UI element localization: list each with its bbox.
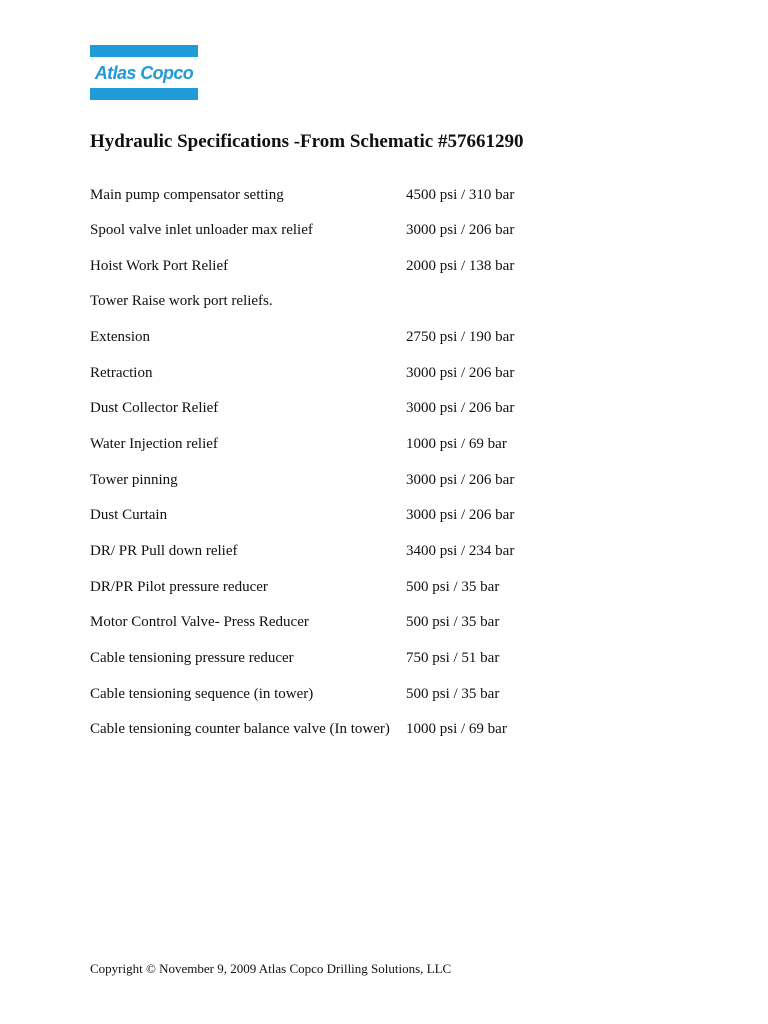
spec-value: 3000 psi / 206 bar bbox=[406, 400, 515, 416]
spec-value: 500 psi / 35 bar bbox=[406, 579, 500, 595]
spec-label: Tower Raise work port reliefs. bbox=[90, 293, 273, 309]
spec-value: 500 psi / 35 bar bbox=[406, 614, 500, 630]
spec-label: Retraction bbox=[90, 365, 153, 381]
spec-value: 4500 psi / 310 bar bbox=[406, 187, 515, 203]
spec-value: 2000 psi / 138 bar bbox=[406, 258, 515, 274]
atlas-copco-logo bbox=[90, 45, 198, 100]
spec-label: Tower pinning bbox=[90, 472, 178, 488]
copyright-footer: Copyright © November 9, 2009 Atlas Copco Drilling Solutions, LLC bbox=[90, 961, 452, 976]
spec-value: 3000 psi / 206 bar bbox=[406, 222, 515, 238]
spec-label: Water Injection relief bbox=[90, 436, 218, 452]
spec-label: Spool valve inlet unloader max relief bbox=[90, 222, 313, 238]
spec-value: 1000 psi / 69 bar bbox=[406, 436, 507, 452]
spec-value: 3000 psi / 206 bar bbox=[406, 472, 515, 488]
spec-label: Motor Control Valve- Press Reducer bbox=[90, 614, 309, 630]
spec-label: Dust Collector Relief bbox=[90, 400, 219, 416]
spec-value: 2750 psi / 190 bar bbox=[406, 329, 515, 345]
spec-value: 3400 psi / 234 bar bbox=[406, 543, 515, 559]
spec-label: Cable tensioning pressure reducer bbox=[90, 650, 294, 666]
logo-wordmark: Atlas Copco bbox=[94, 63, 194, 83]
spec-label: Dust Curtain bbox=[90, 507, 168, 523]
spec-label: DR/PR Pilot pressure reducer bbox=[90, 579, 268, 595]
spec-value: 500 psi / 35 bar bbox=[406, 686, 500, 702]
spec-label: Cable tensioning sequence (in tower) bbox=[90, 686, 314, 702]
spec-value: 1000 psi / 69 bar bbox=[406, 721, 507, 737]
spec-label: DR/ PR Pull down relief bbox=[90, 543, 238, 559]
spec-label: Main pump compensator setting bbox=[90, 187, 284, 203]
page-title: Hydraulic Specifications -From Schematic #57661290 bbox=[90, 131, 524, 152]
spec-label: Cable tensioning counter balance valve (In tower) bbox=[90, 721, 390, 737]
spec-value: 750 psi / 51 bar bbox=[406, 650, 500, 666]
atlas-copco-logo-graphic bbox=[90, 45, 198, 100]
spec-label: Extension bbox=[90, 329, 150, 345]
spec-value: 3000 psi / 206 bar bbox=[406, 365, 515, 381]
spec-value: 3000 psi / 206 bar bbox=[406, 507, 515, 523]
spec-label: Hoist Work Port Relief bbox=[90, 258, 229, 274]
